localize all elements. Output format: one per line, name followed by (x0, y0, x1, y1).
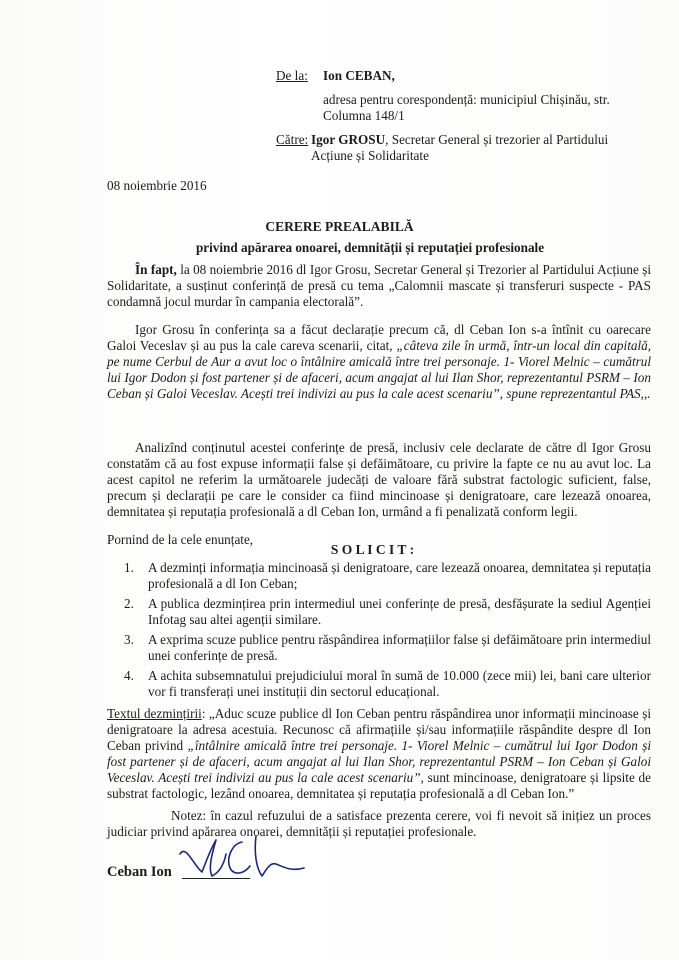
to-label: Către: (276, 132, 309, 147)
paragraph-analysis: Analizînd conținutul acestei conferințe de presă, inclusiv cele declarate de către dl Igor Grosu constatăm că au fost expuse informații false și defăimătoare, cu privire la fapte ce nu au avut loc. La acest capitol ne referim la următoarele judecăți de valoare fără substrat factologic suficient, false, precum și declarații pe care le consider ca fiind mincinoase și denigratoare, care lezează onoarea, demnitatea și reputația profesională a dl Ceban Ion, urmând a fi penalizată conform legii. (107, 440, 651, 519)
request-number: 4. (124, 668, 134, 683)
dezmintire-quote: „întâlnire amicală între trei personaje. 1- Viorel Melnic – cumătrul lui Igor Dodon și fost partener și de afaceri, acum angajat al lui Ilan Shor, reprezentantul PSRM – Ion Ceban și Galoi Veceslav. Acești trei indivizi au pus la cale acest scenariu” (107, 738, 651, 785)
document-title: CERERE PREALABILĂ (265, 219, 414, 234)
paragraph-facts (107, 262, 651, 310)
dezmintire-label: Textul dezmințirii (107, 706, 202, 721)
header-block (276, 68, 646, 164)
address-line-2: Columna 148/1 (323, 108, 405, 123)
paragraph-pornind: Pornind de la cele enunțate, (107, 532, 254, 547)
request-item-2 (124, 596, 651, 628)
declaration-quote: „câteva zile în urmă, într-un local din capitală, pe nume Cerbul de Aur a avut loc o întâlnire amicală între trei personaje. 1- Viorel Melnic – cumătrul lui Igor Dodon și fost partener și de afaceri, acum angajat al lui Ilan Shor, reprezentantul PSRM – Ion Ceban și Galoi Veceslav. Acești trei indivizi au pus la cale acest scenariu”, spune reprezentantul PAS,,. (107, 338, 652, 401)
to-name: Igor GROSU (311, 132, 386, 147)
paragraph-declaration (107, 322, 651, 402)
request-item-4 (124, 668, 651, 700)
request-text: A exprima scuze publice pentru răspândirea informațiilor false și defăimătoare prin intermediul unei conferințe de presă. (148, 632, 651, 663)
signature-name: Ceban Ion (107, 864, 172, 880)
request-number: 3. (124, 632, 134, 647)
request-text: A publica dezmințirea prin intermediul unei conferințe de presă, desfășurate la sediul Agenției Infotag sau altei agenții similare. (148, 596, 651, 627)
facts-lead: În fapt, (135, 262, 177, 277)
document-date: 08 noiembrie 2016 (107, 178, 207, 193)
from-name: Ion CEBAN, (323, 68, 395, 83)
to-line-1: , Secretar General și trezorier al Partidului (385, 132, 609, 147)
declaration-text: Igor Grosu în conferința sa a făcut declarație precum că, dl Ceban Ion s-a întînit cu oarecare Galoi Veceslav și au pus la cale careva scenarii, citat, (107, 322, 651, 353)
request-number: 2. (124, 596, 134, 611)
paragraph-note: Notez: în cazul refuzului de a satisface prezenta cerere, voi fi nevoit să inițiez un proces judiciar privind apărarea onoarei, demnității și reputației profesionale. (107, 808, 651, 839)
from-label: De la: (276, 68, 308, 83)
request-item-1 (124, 560, 651, 592)
request-number: 1. (124, 560, 134, 575)
request-item-3 (124, 632, 651, 664)
dezmintire-text-2: , sunt mincinoase, denigratoare și lipsite de substrat factologic, lezând onoarea, demnitatea și reputația profesională a dl Ceban Ion.” (107, 770, 651, 801)
document-subtitle: privind apărarea onoarei, demnității și reputației profesionale (195, 240, 545, 255)
solicit-heading: S O L I C I T : (330, 542, 415, 557)
address-line-1: adresa pentru corespondență: municipiul Chișinău, str. (323, 92, 610, 107)
to-line-2: Acțiune și Solidaritate (311, 148, 429, 163)
request-text: A achita subsemnatului prejudiciului moral în sumă de 10.000 (zece mii) lei, bani care ulterior vor fi transferați unei instituții din sectorul educațional. (148, 668, 651, 699)
facts-text: la 08 noiembrie 2016 dl Igor Grosu, Secretar General și Trezorier al Partidului Acțiune și Solidaritate, a susținut conferință de presă cu tema „Calomnii mascate și transferuri suspecte - PAS condamnă jocul murdar în campania electorală”. (107, 262, 651, 309)
handwritten-signature (172, 832, 312, 888)
request-text: A dezminți informația mincinoasă și denigratoare, care lezează onoarea, demnitatea și reputația profesională a dl Ion Ceban; (148, 560, 651, 591)
dezmintire-text-1: : „Aduc scuze publice dl Ion Ceban pentru răspândirea unor informații mincinoase și denigratoare la adresa acestuia. Recunosc că afirmațiile și/sau informațiile răspândite despre dl Ion Ceban privind (107, 706, 651, 753)
paragraph-dezmintire (107, 706, 651, 802)
